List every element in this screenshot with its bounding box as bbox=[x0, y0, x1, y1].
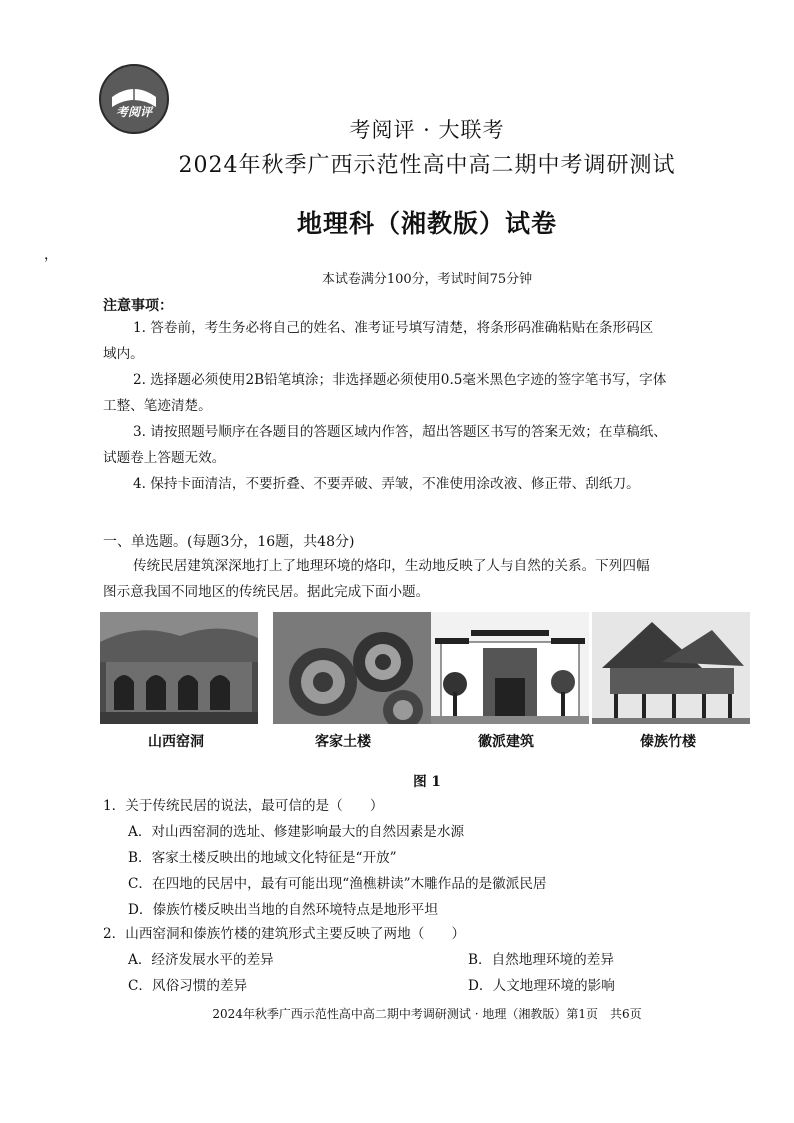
section-intro-line1: 传统民居建筑深深地打上了地理环境的烙印，生动地反映了人与自然的关系。下列四幅 bbox=[133, 558, 650, 574]
figure-label: 图 1 bbox=[413, 774, 441, 790]
caption-shanxi-yaodong: 山西窑洞 bbox=[148, 734, 204, 750]
photo-shanxi-yaodong bbox=[100, 612, 258, 724]
exam-series-title: 考阅评 · 大联考 bbox=[349, 118, 505, 142]
photo-hakka-tulou bbox=[273, 612, 431, 724]
page-footer: 2024年秋季广西示范性高中高二期中考调研测试 · 地理（湘教版）第1页 共6页 bbox=[212, 1007, 642, 1021]
stray-mark: ， bbox=[44, 247, 58, 263]
caption-hakka-tulou: 客家土楼 bbox=[315, 734, 371, 750]
question-1-option-c: C．在四地的民居中，最有可能出现“渔樵耕读”木雕作品的是徽派民居 bbox=[128, 876, 547, 892]
question-1-option-b: B．客家土楼反映出的地域文化特征是“开放” bbox=[128, 850, 397, 866]
exam-info: 本试卷满分100分，考试时间75分钟 bbox=[321, 272, 533, 287]
note-4-line1: 4. 保持卡面清洁，不要折叠、不要弄破、弄皱，不准使用涂改液、修正带、刮纸刀。 bbox=[133, 476, 640, 492]
exam-main-title: 2024年秋季广西示范性高中高二期中考调研测试 bbox=[178, 153, 676, 178]
notes-heading: 注意事项： bbox=[103, 298, 173, 314]
question-2-option-b: B．自然地理环境的差异 bbox=[468, 952, 614, 968]
subject-title: 地理科（湘教版）试卷 bbox=[296, 209, 557, 238]
question-1-option-d: D．傣族竹楼反映出当地的自然环境特点是地形平坦 bbox=[128, 902, 438, 918]
question-1-option-a: A．对山西窑洞的选址、修建影响最大的自然因素是水源 bbox=[128, 824, 465, 840]
section-intro-line2: 图示意我国不同地区的传统民居。据此完成下面小题。 bbox=[103, 584, 430, 600]
question-1-stem: 1．关于传统民居的说法，最可信的是（ ） bbox=[103, 798, 384, 814]
question-2-stem: 2．山西窑洞和傣族竹楼的建筑形式主要反映了两地（ ） bbox=[103, 926, 466, 942]
caption-hui-style: 徽派建筑 bbox=[478, 734, 534, 750]
caption-dai-bamboo: 傣族竹楼 bbox=[640, 734, 696, 750]
photo-hui-style bbox=[431, 612, 589, 724]
note-3-line1: 3. 请按照题号顺序在各题目的答题区域内作答，超出答题区书写的答案无效；在草稿纸、 bbox=[133, 424, 667, 440]
note-3-line2: 试题卷上答题无效。 bbox=[103, 450, 226, 466]
logo-text: 考阅评 bbox=[115, 105, 152, 119]
note-1-line1: 1. 答卷前，考生务必将自己的姓名、准考证号填写清楚，将条形码准确粘贴在条形码区 bbox=[133, 320, 654, 336]
note-1-line2: 域内。 bbox=[103, 346, 144, 362]
question-2-option-a: A．经济发展水平的差异 bbox=[128, 952, 274, 968]
section-heading: 一、单选题。(每题3分，16题，共48分) bbox=[103, 534, 355, 550]
question-2-option-d: D．人文地理环境的影响 bbox=[468, 978, 615, 994]
photo-dai-bamboo bbox=[592, 612, 750, 724]
question-2-option-c: C．风俗习惯的差异 bbox=[128, 978, 248, 994]
note-2-line2: 工整、笔迹清楚。 bbox=[103, 398, 212, 414]
note-2-line1: 2. 选择题必须使用2B铅笔填涂；非选择题必须使用0.5毫米黑色字迹的签字笔书写，字体 bbox=[133, 372, 667, 388]
